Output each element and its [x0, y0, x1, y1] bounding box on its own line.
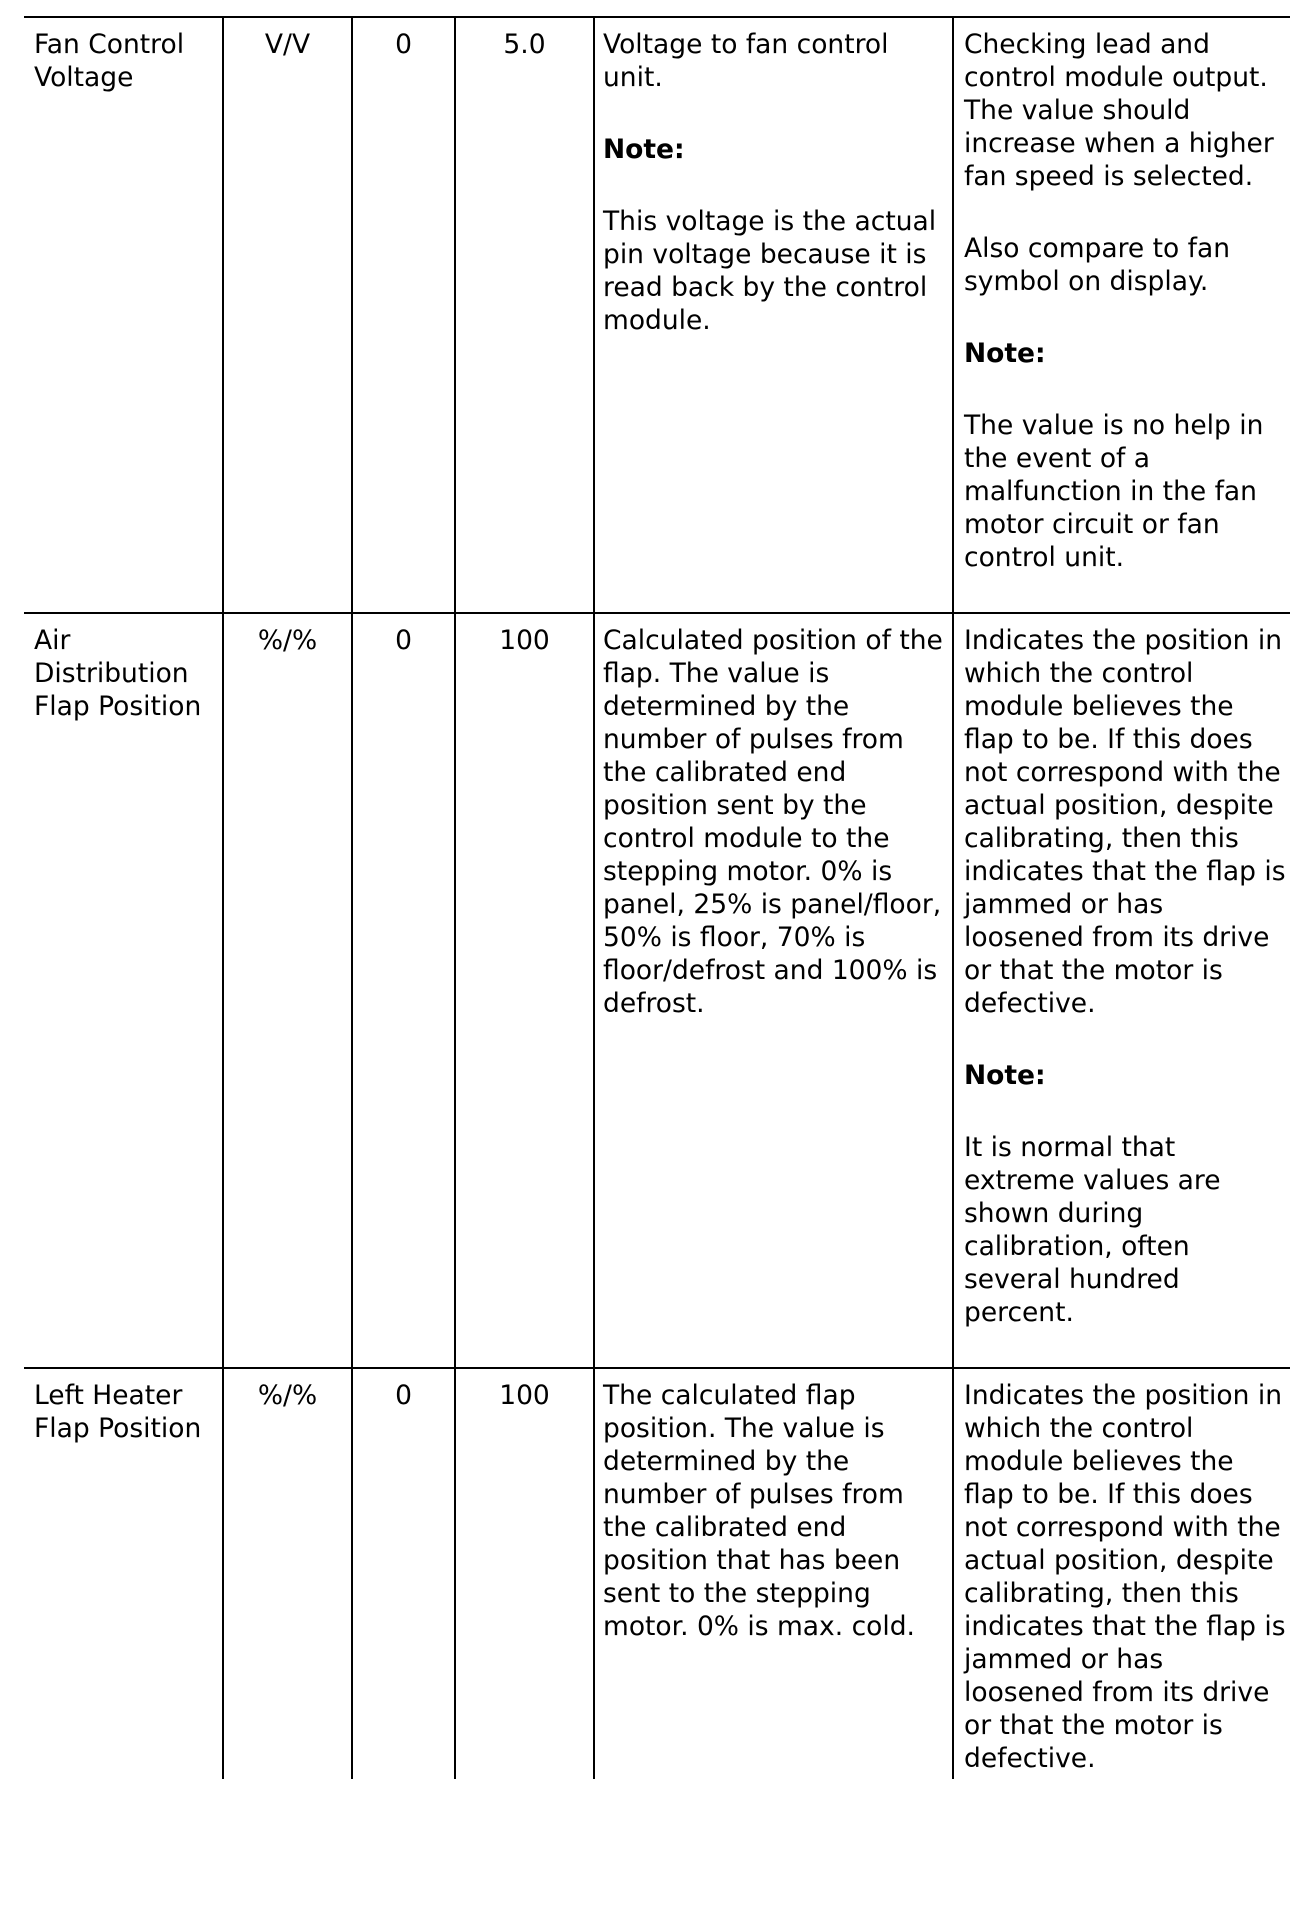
note-text: The value is no help in the event of a malfunction in the fan motor circuit or fan control unit. [964, 410, 1264, 573]
parameter-name: Air Distribution Flap Position [24, 613, 223, 1368]
parameter-test-info [953, 613, 1290, 1368]
test-text: Indicates the position in which the control module believes the flap to be. If this does not correspond with the actual position, despite calibrating, then this indicates that the flap is jammed or has loosened from its drive or that the motor is defective. [964, 625, 1286, 1019]
parameter-table [24, 16, 1290, 1779]
parameter-max: 100 [455, 613, 594, 1368]
parameter-min: 0 [352, 1368, 455, 1779]
parameter-description [594, 17, 953, 613]
note-text: This voltage is the actual pin voltage because it is read back by the control module. [603, 206, 937, 336]
note-label: Note: [603, 134, 685, 165]
parameter-description [594, 613, 953, 1368]
table-row [24, 613, 1290, 1368]
description-text: The calculated flap position. The value is determined by the number of pulses from the calibrated end position that has been sent to the stepping motor. 0% is max. cold. [603, 1380, 915, 1642]
description-text: Voltage to fan control unit. [603, 29, 889, 93]
test-text: Checking lead and control module output. The value should increase when a higher fan speed is selected. [964, 29, 1274, 192]
parameter-description [594, 1368, 953, 1779]
parameter-max: 100 [455, 1368, 594, 1779]
parameter-unit: V/V [223, 17, 352, 613]
table-row [24, 17, 1290, 613]
description-text: Calculated position of the flap. The value is determined by the number of pulses from the calibrated end position sent by the control module to the stepping motor. 0% is panel, 25% is panel/floor, 50% is floor, 70% is floor/defrost and 100% is defrost. [603, 625, 943, 1019]
parameter-unit: %/% [223, 613, 352, 1368]
parameter-name: Left Heater Flap Position [24, 1368, 223, 1779]
parameter-max: 5.0 [455, 17, 594, 613]
parameter-test-info [953, 17, 1290, 613]
parameter-min: 0 [352, 17, 455, 613]
test-text: Indicates the position in which the control module believes the flap to be. If this does not correspond with the actual position, despite calibrating, then this indicates that the flap is jammed or has loosened from its drive or that the motor is defective. [964, 1380, 1286, 1774]
test-extra-text: Also compare to fan symbol on display. [964, 233, 1231, 297]
note-label: Note: [964, 338, 1046, 369]
note-text: It is normal that extreme values are shown during calibration, often several hundred percent. [964, 1132, 1221, 1328]
parameter-unit: %/% [223, 1368, 352, 1779]
note-label: Note: [964, 1060, 1046, 1091]
parameter-name: Fan Control Voltage [24, 17, 223, 613]
parameter-min: 0 [352, 613, 455, 1368]
parameter-test-info [953, 1368, 1290, 1779]
table-row [24, 1368, 1290, 1779]
